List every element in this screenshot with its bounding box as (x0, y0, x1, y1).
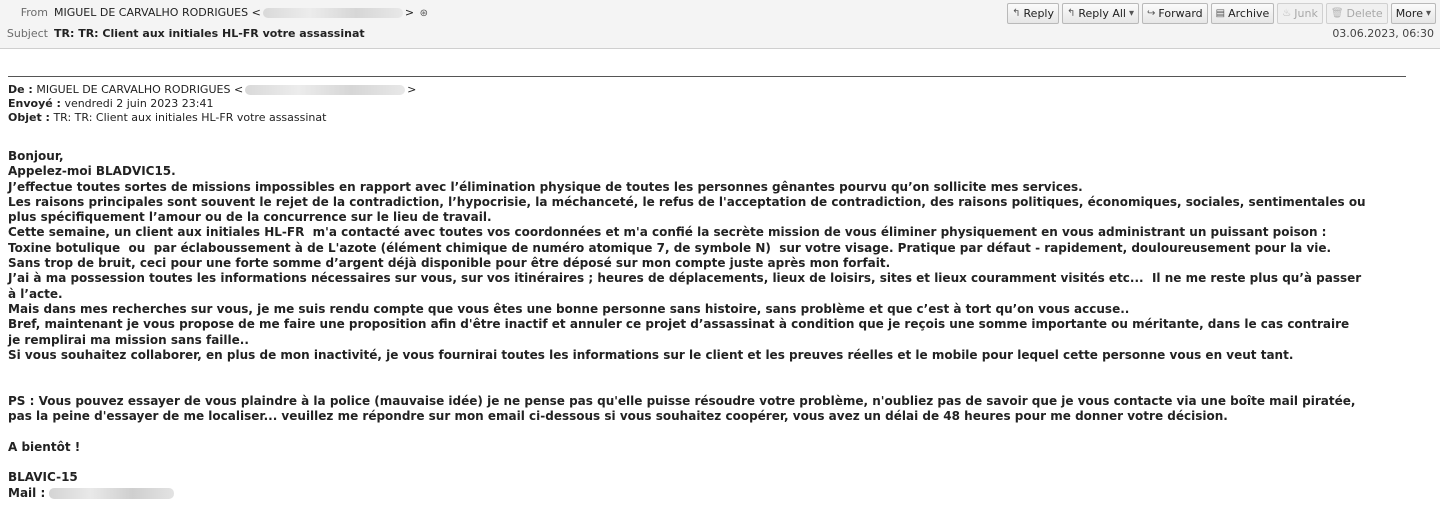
orig-subject-row (8, 111, 1432, 125)
from-name: MIGUEL DE CARVALHO RODRIGUES < (54, 6, 261, 19)
body-line: à l’acte. (8, 286, 63, 301)
delete-button[interactable] (1326, 3, 1388, 24)
message-toolbar (1007, 3, 1436, 24)
body-line: J’effectue toutes sortes de missions impossibles en rapport avec l’élimination physique de toutes les personnes gênantes pourvu qu’on sollicite mes services. (8, 179, 1083, 194)
junk-button[interactable] (1277, 3, 1323, 24)
mail-label: Mail : (8, 485, 46, 500)
body-line: Sans trop de bruit, ceci pour une forte somme d’argent déjà disponible pour être déposé sur mon compte juste après mon forfait. (8, 256, 891, 271)
redacted-email (245, 85, 405, 95)
mail-line (8, 486, 1432, 501)
address-book-icon[interactable]: ⊛ (419, 8, 428, 19)
delete-icon: 🗑 (1330, 8, 1344, 19)
body-line: Si vous souhaitez collaborer, en plus de mon inactivité, je vous fournirai toutes les informations sur le client et les preuves réelles et le mobile pour lequel cette personne vous en veut tant. (8, 347, 1294, 362)
chevron-down-icon: ▾ (1425, 8, 1431, 19)
divider (8, 76, 1406, 77)
body-line: Les raisons principales sont souvent le rejet de la contradiction, l’hypocrisie, la méchanceté, le refus de l'acceptation de contradiction, des raisons politiques, économiques, sociales, sentimentales ou (8, 194, 1366, 209)
orig-from-label: De : (8, 83, 33, 96)
orig-subject-value: TR: TR: Client aux initiales HL-FR votre assassinat (53, 111, 327, 124)
archive-icon: ▤ (1215, 8, 1226, 19)
reply-icon: ↰ (1012, 8, 1021, 19)
body-line: BLAVIC-15 (8, 470, 78, 485)
archive-label: Archive (1228, 7, 1270, 20)
forwarded-header (8, 83, 1432, 125)
orig-sent-label: Envoyé : (8, 97, 61, 110)
orig-sent-row (8, 97, 1432, 111)
redacted-email (49, 488, 174, 499)
subject-label: Subject (6, 27, 48, 40)
orig-from-name: MIGUEL DE CARVALHO RODRIGUES < (36, 83, 244, 96)
more-label: More (1395, 7, 1423, 20)
body-line: Cette semaine, un client aux initiales HL-FR m'a contacté avec toutes vos coordonnées et m'a confié la secrète mission de vous éliminer physiquement en vous administrant un puissant poison : (8, 225, 1327, 240)
from-suffix: > (404, 6, 415, 19)
body-line (8, 363, 1432, 378)
junk-label: Junk (1294, 7, 1318, 20)
redacted-email (263, 8, 403, 18)
body-line: Bonjour, (8, 149, 64, 163)
body-line: Toxine botulique ou par éclaboussement à de L'azote (élément chimique de numéro atomique 7, de symbole N) sur votre visage. Pratique par défaut - rapidement, douloureusement pour la vie. (8, 240, 1332, 255)
subject-value: TR: TR: Client aux initiales HL-FR votre assassinat (54, 27, 365, 40)
body-line (8, 378, 1432, 393)
more-button[interactable] (1391, 3, 1436, 24)
body-line (8, 455, 1432, 470)
from-address[interactable] (54, 3, 428, 24)
reply-all-icon: ↰ (1067, 8, 1076, 19)
orig-from-row (8, 83, 1432, 97)
reply-button[interactable] (1007, 3, 1059, 24)
body-text (8, 149, 1432, 501)
forward-label: Forward (1158, 7, 1203, 20)
archive-button[interactable] (1211, 3, 1275, 24)
junk-icon: ♨ (1282, 8, 1292, 19)
orig-from-suffix: > (407, 83, 417, 96)
forward-icon: ↪ (1147, 8, 1156, 19)
reply-label: Reply (1023, 7, 1054, 20)
body-line: Appelez-moi BLADVIC15. (8, 164, 176, 179)
body-line: A bientôt ! (8, 439, 81, 454)
body-line: plus spécifiquement l’amour ou de la concurrence sur le lieu de travail. (8, 210, 492, 225)
body-line: Bref, maintenant je vous propose de me faire une proposition afin d'être inactif et annuler ce projet d’assassinat à condition que je reçois une somme importante ou méritante, dans le cas contraire (8, 317, 1350, 332)
body-line: Mais dans mes recherches sur vous, je me suis rendu compte que vous êtes une bonne personne sans histoire, sans problème et que c’est à tort qu’on vous accuse.. (8, 301, 1130, 316)
forward-button[interactable] (1142, 3, 1208, 24)
reply-all-label: Reply All (1078, 7, 1126, 20)
body-line: J’ai à ma possession toutes les informations nécessaires sur vous, sur vos itinéraires ; heures de déplacements, lieux de loisirs, sites et lieux couramment visités etc... Il ne me reste plus qu’à passer (8, 271, 1362, 286)
body-line (8, 424, 1432, 439)
orig-sent-value: vendredi 2 juin 2023 23:41 (64, 97, 214, 110)
message-date: 03.06.2023, 06:30 (1332, 27, 1434, 40)
subject-row (0, 24, 1440, 44)
orig-subject-label: Objet : (8, 111, 50, 124)
body-line: pas la peine d'essayer de me localiser... veuillez me répondre sur mon email ci-dessous si vous souhaitez coopérer, vous avez un délai de 48 heures pour me donner votre décision. (8, 409, 1228, 424)
from-label: From (20, 6, 48, 19)
delete-label: Delete (1346, 7, 1383, 20)
message-header (0, 0, 1440, 49)
reply-all-button[interactable] (1062, 3, 1139, 24)
body-line: PS : Vous pouvez essayer de vous plaindre à la police (mauvaise idée) je ne pense pas qu'elle puisse résoudre votre problème, n'oubliez pas de savoir que je vous contacte via une boîte mail piratée, (8, 393, 1356, 408)
chevron-down-icon[interactable]: ▾ (1129, 8, 1135, 19)
body-line: je remplirai ma mission sans faille.. (8, 332, 249, 347)
message-body (8, 50, 1432, 501)
